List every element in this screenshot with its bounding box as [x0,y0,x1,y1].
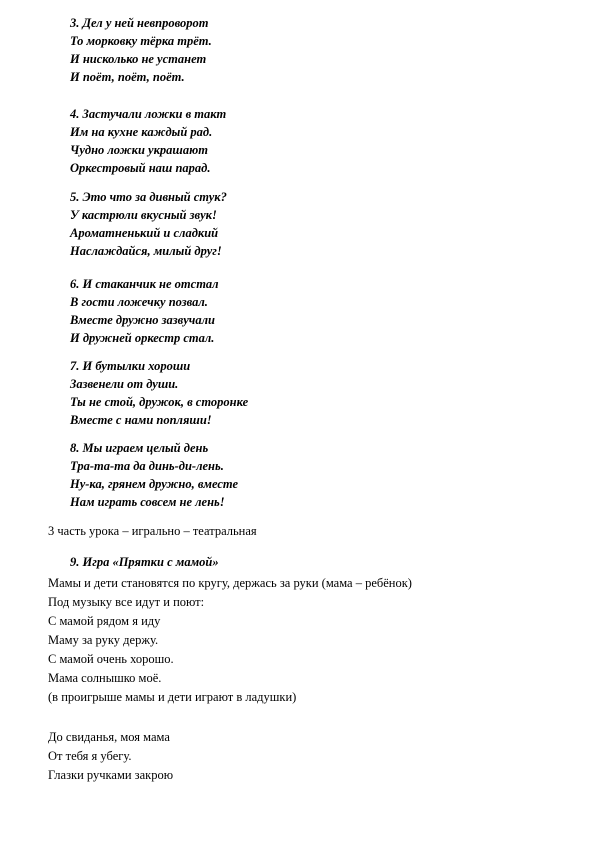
stanza-line: Вместе с нами попляши! [70,413,212,427]
stanza-line: Зазвенели от души. [70,377,179,391]
game-text-line: Под музыку все идут и поют: [48,595,205,609]
stanza-line: И нисколько не устанет [70,52,207,66]
game-title: 9. Игра «Прятки с мамой» [70,555,219,569]
stanza-line: Нам играть совсем не лень! [70,495,225,509]
stanza-line: Наслаждайся, милый друг! [70,244,222,258]
game-text-line: Мамы и дети становятся по кругу, держась за руки (мама – ребёнок) [48,576,412,590]
stanza-6 [70,275,219,347]
stanza-line: Тра-та-та да динь-ди-лень. [70,459,224,473]
game-text-line: Маму за руку держу. [48,633,159,647]
closing-text-line: От тебя я убегу. [48,749,132,763]
stanza-line: 3. Дел у ней невпроворот [70,16,209,30]
stanza-7 [70,357,248,429]
section-heading: 3 часть урока – игрально – театральная [48,524,257,538]
stanza-line: В гости ложечку позвал. [70,295,208,309]
stanza-line: Вместе дружно зазвучали [70,313,215,327]
closing-text [48,728,173,785]
stanza-line: У кастрюли вкусный звук! [70,208,217,222]
stanza-line: Им на кухне каждый рад. [70,125,213,139]
stanza-line: И дружней оркестр стал. [70,331,215,345]
stanza-line: 7. И бутылки хороши [70,359,191,373]
game-text-line: (в проигрыше мамы и дети играют в ладушки) [48,690,297,704]
stanza-line: Чудно ложки украшают [70,143,208,157]
stanza-line: Ты не стой, дружок, в сторонке [70,395,249,409]
stanza-8 [70,439,238,511]
game-text-line: С мамой рядом я иду [48,614,161,628]
game-text-line: Мама солнышко моё. [48,671,162,685]
closing-text-line: Глазки ручками закрою [48,768,174,782]
stanza-line: Ароматненький и сладкий [70,226,219,240]
stanza-3 [70,14,212,86]
stanza-line: То морковку тёрка трёт. [70,34,212,48]
stanza-line: 6. И стаканчик не отстал [70,277,219,291]
stanza-line: Оркестровый наш парад. [70,161,211,175]
game-text-line: С мамой очень хорошо. [48,652,174,666]
stanza-5 [70,188,227,260]
stanza-4 [70,105,226,177]
stanza-line: Ну-ка, грянем дружно, вместе [70,477,239,491]
game-text [48,574,412,707]
stanza-line: 8. Мы играем целый день [70,441,209,455]
stanza-line: 5. Это что за дивный стук? [70,190,227,204]
closing-text-line: До свиданья, моя мама [48,730,170,744]
stanza-line: 4. Застучали ложки в такт [70,107,227,121]
stanza-line: И поёт, поёт, поёт. [70,70,185,84]
